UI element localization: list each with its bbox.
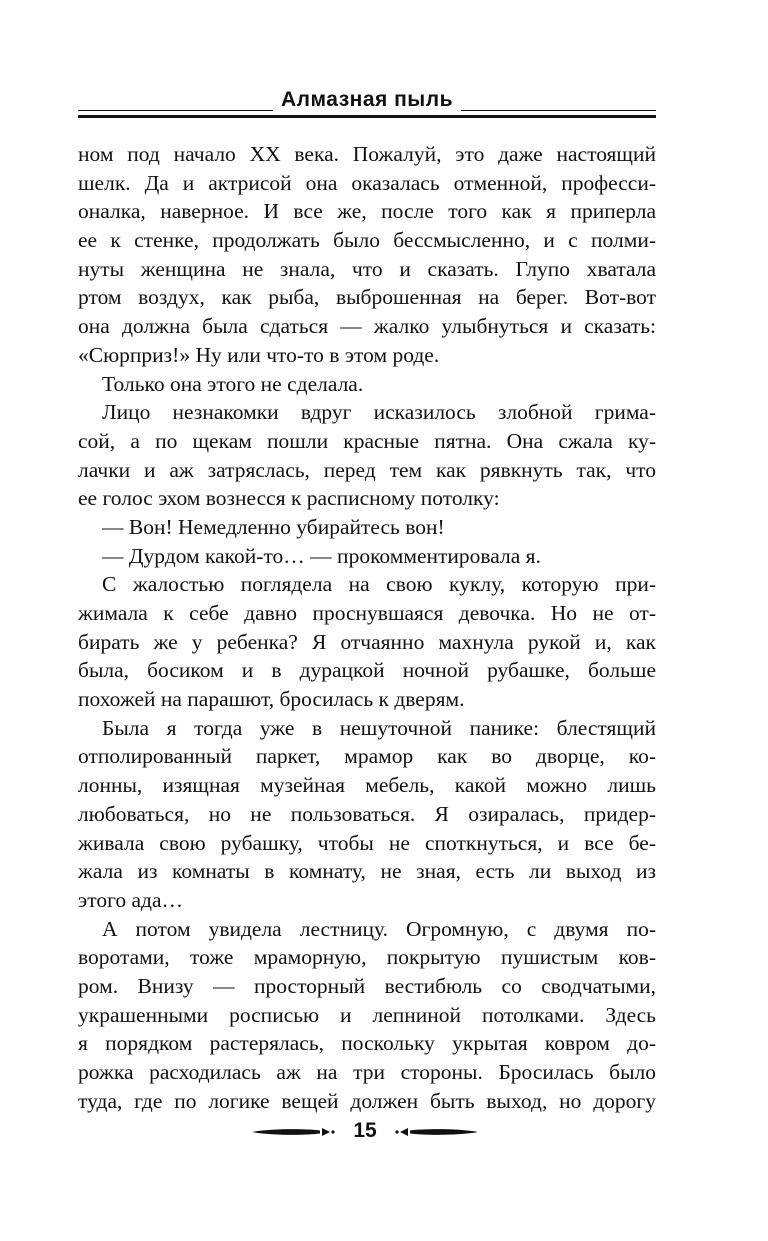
text-line: украшенными росписью и лепниной потолками. Здесь bbox=[78, 1002, 656, 1027]
text-line: нуты женщина не знала, что и сказать. Глупо хватала bbox=[78, 256, 656, 281]
text-line: туда, где по логике вещей должен быть выход, но дорогу bbox=[78, 1088, 656, 1113]
left-ornament-icon bbox=[250, 1126, 335, 1138]
text-line: рожка расходилась аж на три стороны. Бросилась было bbox=[78, 1060, 656, 1084]
text-line: «Сюрприз!» Ну или что-то в этом роде. bbox=[78, 342, 440, 367]
text-line: сой, а по щекам пошли красные пятна. Она сжала ку- bbox=[78, 428, 656, 453]
header-rule-thick bbox=[78, 115, 656, 118]
text-line: оналка, наверное. И все же, после того как я приперла bbox=[78, 199, 656, 224]
text-line: Была я тогда уже в нешуточной панике: блестящий bbox=[102, 715, 656, 740]
text-line: Только она этого не сделала. bbox=[102, 371, 364, 396]
text-line: живала свою рубашку, чтобы не споткнуться, и все бе- bbox=[78, 830, 656, 855]
text-line: она должна была сдаться — жалко улыбнуться и сказать: bbox=[78, 314, 656, 339]
text-line: бирать же у ребенка? Я отчаянно махнула рукой и, как bbox=[78, 629, 656, 654]
text-line: жала из комнаты в комнату, не зная, есть ли выход из bbox=[78, 859, 656, 884]
text-line: ее голос эхом вознесся к расписному потолку: bbox=[78, 486, 500, 511]
text-line: лонны, изящная музейная мебель, какой можно лишь bbox=[78, 773, 656, 798]
page-number: 15 bbox=[353, 1119, 377, 1142]
text-line: А потом увидела лестницу. Огромную, с двумя по- bbox=[102, 916, 656, 941]
text-line: я порядком растерялась, поскольку укрытая ковром до- bbox=[78, 1031, 656, 1056]
page-footer bbox=[250, 1118, 480, 1148]
text-line: ее к стенке, продолжать было бессмысленно, и с полми- bbox=[78, 228, 656, 253]
text-line: отполированный паркет, мрамор как во дворце, ко- bbox=[78, 744, 656, 769]
text-line: С жалостью поглядела на свою куклу, которую при- bbox=[102, 572, 656, 597]
text-line: ром. Внизу — просторный вестибюль со сводчатыми, bbox=[78, 973, 656, 998]
running-header bbox=[78, 88, 656, 128]
text-line: воротами, тоже мраморную, покрытую пушистым ков- bbox=[78, 945, 656, 970]
text-line: была, босиком и в дурацкой ночной рубашке, больше bbox=[78, 658, 656, 683]
text-line: ртом воздух, как рыба, выброшенная на берег. Вот-вот bbox=[78, 285, 656, 310]
text-line: шелк. Да и актрисой она оказалась отменной, професси- bbox=[78, 170, 656, 195]
right-ornament-icon bbox=[395, 1126, 480, 1138]
text-line: ном под начало XX века. Пожалуй, это даже настоящий bbox=[78, 142, 656, 166]
text-line: — Дурдом какой-то… — прокомментировала я. bbox=[102, 543, 541, 568]
text-line: лачки и аж затряслась, перед тем как рявкнуть так, что bbox=[78, 457, 656, 482]
text-line: — Вон! Немедленно убирайтесь вон! bbox=[102, 514, 445, 539]
running-title: Алмазная пыль bbox=[273, 88, 461, 112]
text-line: Лицо незнакомки вдруг исказилось злобной грима- bbox=[102, 400, 656, 425]
text-line: похожей на парашют, бросилась к дверям. bbox=[78, 687, 465, 712]
text-line: этого ада… bbox=[78, 887, 184, 912]
body-text bbox=[78, 140, 656, 1115]
text-line: любоваться, но не пользоваться. Я озиралась, придер- bbox=[78, 801, 656, 826]
text-line: жимала к себе давно проснувшаяся девочка. Но не от- bbox=[78, 601, 656, 625]
